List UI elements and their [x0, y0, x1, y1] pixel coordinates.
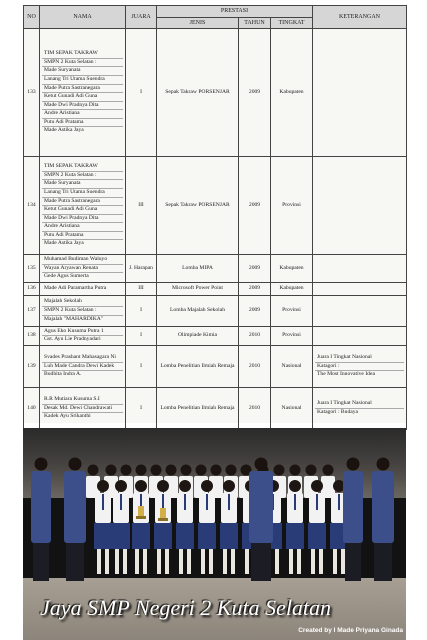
cell-tahun: 2010 — [239, 387, 271, 429]
nama-line: Desak Md. Dewi Chandrawati — [42, 405, 123, 414]
student-leg — [289, 549, 293, 575]
student-head — [306, 465, 317, 476]
teacher-legs — [33, 543, 49, 581]
student-head — [323, 465, 334, 476]
nama-line: Budhita Indra A. — [44, 371, 82, 378]
student-head — [97, 480, 109, 492]
student-tie — [338, 494, 340, 510]
cell-keterangan — [313, 157, 407, 255]
cell-tahun: 2009 — [239, 255, 271, 283]
cell-tahun: 2009 — [239, 295, 271, 326]
student-skirt — [176, 523, 194, 549]
student-head — [157, 480, 169, 492]
student-tie — [120, 494, 122, 510]
student-leg — [245, 549, 249, 575]
teacher-body — [31, 471, 51, 543]
cell-no: 135 — [24, 255, 40, 283]
student-leg — [275, 549, 279, 575]
cell-jenis: Olimpiade Kimia — [157, 326, 239, 345]
student-shoe — [318, 574, 324, 578]
student-head — [115, 480, 127, 492]
nama-line: Putu Adi Pratama — [42, 119, 123, 128]
student-skirt — [220, 523, 238, 549]
nama-line: Lanang Tri Utama Suendra — [42, 189, 123, 198]
student-head — [179, 480, 191, 492]
header-juara: JUARA — [126, 6, 157, 29]
cell-tingkat: Nasional — [271, 387, 313, 429]
header-prestasi: PRESTASI — [157, 6, 313, 18]
teacher-body — [249, 471, 273, 543]
cell-nama — [40, 345, 126, 387]
cell-juara: I — [126, 29, 157, 157]
table-row — [24, 387, 407, 429]
student-leg — [297, 549, 301, 575]
cell-tahun: 2009 — [239, 282, 271, 295]
cell-tingkat: Provinsi — [271, 295, 313, 326]
cell-tingkat: Kabupaten — [271, 255, 313, 283]
student-leg — [179, 549, 183, 575]
nama-line: SMPN 2 Kuta Selatan : — [42, 59, 123, 68]
nama-line: SMPN 2 Kuta Selatan : — [42, 172, 123, 181]
student-shoe — [244, 574, 250, 578]
photo-caption: Jaya SMP Negeri 2 Kuta Selatan — [40, 595, 332, 620]
student-shoe — [186, 574, 192, 578]
cell-jenis: Lomba Penelitian Ilmiah Remaja — [157, 387, 239, 429]
keterangan-line: The Most Innovative Idea — [317, 371, 375, 378]
teacher-head — [347, 458, 360, 471]
nama-line: Luh Made Candra Dewi Kadek — [42, 363, 123, 372]
photo-credit: Created by I Made Priyana Ginada — [298, 627, 403, 634]
cell-keterangan — [313, 29, 407, 157]
nama-line: Wayan Aryawan Renata — [42, 265, 123, 274]
nama-line: Svades Prashant Mahasagara Ni — [42, 354, 123, 363]
header-tingkat: TINGKAT — [271, 18, 313, 29]
nama-line: Muhamad Budiman Waluyo — [42, 256, 123, 265]
table-body — [24, 29, 407, 430]
table-row — [24, 255, 407, 283]
student-shoe — [288, 574, 294, 578]
student-shoe — [104, 574, 110, 578]
student-head — [136, 465, 147, 476]
teacher-legs — [66, 543, 84, 581]
cell-no: 136 — [24, 282, 40, 295]
cell-keterangan — [313, 295, 407, 326]
student-tie — [184, 494, 186, 510]
student-skirt — [112, 523, 130, 549]
nama-line: Gede Agus Sumerta — [44, 273, 89, 280]
student-leg — [97, 549, 101, 575]
cell-jenis: Lomba Majalah Sekolah — [157, 295, 239, 326]
nama-line: R.R Mutiara Kusuma S.I — [42, 396, 123, 405]
header-jenis: JENIS — [157, 18, 239, 29]
student-tie — [162, 494, 164, 510]
cell-nama — [40, 157, 126, 255]
student-head — [211, 465, 222, 476]
student-shoe — [200, 574, 206, 578]
student-head — [181, 465, 192, 476]
cell-no: 138 — [24, 326, 40, 345]
student-shoe — [114, 574, 120, 578]
cell-tahun: 2010 — [239, 326, 271, 345]
student-head — [121, 465, 132, 476]
student-shoe — [96, 574, 102, 578]
student-leg — [165, 549, 169, 575]
student-shoe — [230, 574, 236, 578]
cell-jenis: Microsoft Power Point — [157, 282, 239, 295]
achievement-document — [23, 5, 406, 423]
cell-no: 137 — [24, 295, 40, 326]
achievement-table — [23, 5, 407, 430]
student-leg — [341, 549, 345, 575]
student-skirt — [198, 523, 216, 549]
nama-line: Made Dwi Pradnya Dita — [42, 215, 123, 224]
cell-tingkat: Provinsi — [271, 326, 313, 345]
student-leg — [115, 549, 119, 575]
nama-line: Made Suryanata — [42, 180, 123, 189]
cell-juara: III — [126, 282, 157, 295]
cell-keterangan — [313, 387, 407, 429]
table-row — [24, 282, 407, 295]
cell-tahun: 2009 — [239, 29, 271, 157]
keterangan-line: Juara I Tingkat Nasional — [315, 354, 404, 363]
teacher-legs — [251, 543, 271, 581]
cell-nama — [40, 29, 126, 157]
teacher-body — [64, 471, 86, 543]
teacher-body — [372, 471, 394, 543]
student-tie — [294, 494, 296, 510]
student-skirt — [94, 523, 112, 549]
cell-tingkat: Kabupaten — [271, 29, 313, 157]
cell-jenis: Lomba MIPA — [157, 255, 239, 283]
student-shoe — [208, 574, 214, 578]
teacher-head — [377, 458, 390, 471]
student-leg — [157, 549, 161, 575]
nama-line: SMPN 2 Kuta Selatan : — [42, 307, 123, 316]
student-head — [290, 465, 301, 476]
nama-line: Made Astika Jaya — [44, 127, 84, 134]
student-shoe — [296, 574, 302, 578]
student-leg — [143, 549, 147, 575]
cell-nama — [40, 295, 126, 326]
cell-no: 140 — [24, 387, 40, 429]
nama-line: TIM SEPAK TAKRAW — [42, 163, 123, 172]
cell-tingkat: Provinsi — [271, 157, 313, 255]
nama-line: TIM SEPAK TAKRAW — [42, 50, 123, 59]
cell-keterangan — [313, 282, 407, 295]
cell-keterangan — [313, 255, 407, 283]
trophy — [160, 508, 166, 518]
cell-nama — [40, 326, 126, 345]
cell-nama — [40, 387, 126, 429]
student-tie — [102, 494, 104, 510]
student-head — [201, 480, 213, 492]
nama-line: Majalah Sekolah — [42, 298, 123, 307]
student-shoe — [156, 574, 162, 578]
cell-keterangan — [313, 345, 407, 387]
nama-line: Agus Eko Kusuma Putra 1 — [42, 328, 123, 337]
cell-jenis: Sepak Takraw PORSENJAR — [157, 29, 239, 157]
nama-line: Made Adi Paramartha Putra — [44, 284, 107, 291]
student-skirt — [132, 523, 150, 549]
nama-line: Ketut Gunadi Adi Guna — [42, 206, 123, 215]
student-leg — [105, 549, 109, 575]
keterangan-line: Katagori : Budaya — [317, 408, 359, 415]
student-shoe — [164, 574, 170, 578]
nama-line: Majalah "MAHARDIKA" — [44, 315, 104, 322]
cell-jenis: Lomba Penelitian Ilmiah Remaja — [157, 345, 239, 387]
teacher-legs — [345, 543, 361, 581]
cell-no: 133 — [24, 29, 40, 157]
student-tie — [316, 494, 318, 510]
teacher-head — [69, 458, 82, 471]
nama-line: Made Dwi Pradnya Dita — [42, 102, 123, 111]
nama-line: Kadek Ayu Srikanthi — [44, 413, 91, 420]
student-leg — [209, 549, 213, 575]
student-head — [135, 480, 147, 492]
student-shoe — [142, 574, 148, 578]
student-tie — [228, 494, 230, 510]
cell-nama — [40, 282, 126, 295]
cell-tingkat: Kabupaten — [271, 282, 313, 295]
student-leg — [231, 549, 235, 575]
student-head — [151, 465, 162, 476]
student-head — [88, 465, 99, 476]
trophy-base — [158, 518, 168, 521]
cell-nama — [40, 255, 126, 283]
cell-juara: J. Harapan — [126, 255, 157, 283]
cell-juara: III — [126, 157, 157, 255]
table-row — [24, 326, 407, 345]
student-leg — [319, 549, 323, 575]
student-shoe — [310, 574, 316, 578]
student-head — [106, 465, 117, 476]
teacher-head — [255, 458, 268, 471]
cell-tahun: 2009 — [239, 157, 271, 255]
student-leg — [201, 549, 205, 575]
student-skirt — [308, 523, 326, 549]
cell-tingkat: Nasional — [271, 345, 313, 387]
teacher-head — [35, 458, 48, 471]
nama-line: Lanang Tri Utama Suendra — [42, 76, 123, 85]
student-shoe — [122, 574, 128, 578]
student-shoe — [178, 574, 184, 578]
student-leg — [311, 549, 315, 575]
nama-line: Made Putra Sastranegara — [42, 85, 123, 94]
nama-line: Ketut Gunadi Adi Guna — [42, 93, 123, 102]
table-row — [24, 157, 407, 255]
trophy-base — [136, 516, 146, 519]
header-tahun: TAHUN — [239, 18, 271, 29]
cell-keterangan — [313, 326, 407, 345]
student-shoe — [222, 574, 228, 578]
student-head — [223, 480, 235, 492]
header-nama: NAMA — [40, 6, 126, 29]
student-leg — [187, 549, 191, 575]
trophy — [138, 506, 144, 516]
nama-line: Putu Adi Pratama — [42, 232, 123, 241]
header-keterangan: KETERANGAN — [313, 6, 407, 29]
nama-line: Andre Aristiana — [42, 223, 123, 232]
student-shoe — [274, 574, 280, 578]
cell-no: 139 — [24, 345, 40, 387]
student-head — [274, 465, 285, 476]
cell-jenis: Sepak Takraw PORSENJAR — [157, 157, 239, 255]
student-skirt — [154, 523, 172, 549]
cell-juara: I — [126, 326, 157, 345]
header-no: NO — [24, 6, 40, 29]
student-skirt — [286, 523, 304, 549]
student-head — [196, 465, 207, 476]
student-leg — [135, 549, 139, 575]
cell-juara: I — [126, 387, 157, 429]
teacher-legs — [374, 543, 392, 581]
table-row — [24, 345, 407, 387]
student-head — [311, 480, 323, 492]
keterangan-line: Juara I Tingkat Nasional — [315, 400, 404, 409]
student-leg — [123, 549, 127, 575]
cell-no: 134 — [24, 157, 40, 255]
student-shoe — [134, 574, 140, 578]
table-row — [24, 295, 407, 326]
keterangan-line: Katagori : — [315, 363, 404, 372]
student-head — [166, 465, 177, 476]
table-row — [24, 29, 407, 157]
nama-line: Made Suryanata — [42, 67, 123, 76]
student-head — [226, 465, 237, 476]
cell-tahun: 2010 — [239, 345, 271, 387]
student-head — [289, 480, 301, 492]
student-leg — [223, 549, 227, 575]
teacher-body — [343, 471, 363, 543]
cell-juara: I — [126, 295, 157, 326]
nama-line: Made Putra Sastranegara — [42, 198, 123, 207]
student-leg — [333, 549, 337, 575]
student-tie — [206, 494, 208, 510]
student-shoe — [332, 574, 338, 578]
nama-line: Gst. Ayu Lie Pradnyadari — [44, 336, 101, 343]
nama-line: Andre Aristiana — [42, 110, 123, 119]
nama-line: Made Astika Jaya — [44, 240, 84, 247]
cell-juara: I — [126, 345, 157, 387]
